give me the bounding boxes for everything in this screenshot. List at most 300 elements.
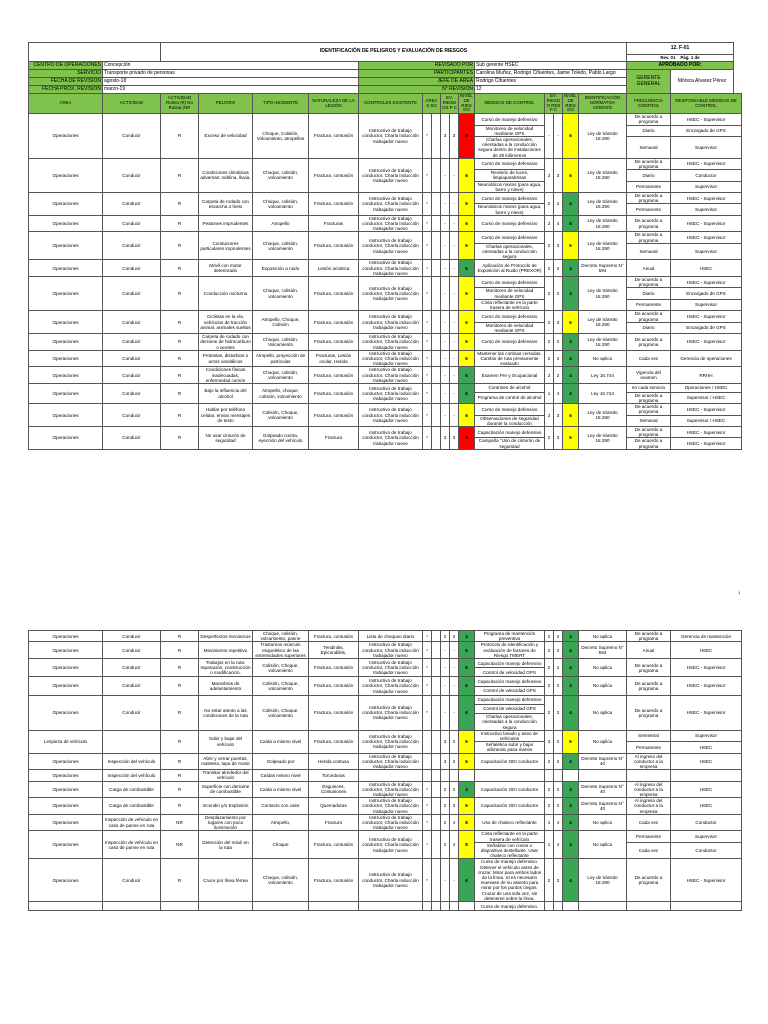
area-s-cell: * [423, 114, 432, 159]
page-number: 1 [738, 590, 741, 595]
area-cell [29, 902, 103, 911]
naturaleza-cell [309, 902, 359, 911]
area-so-cell [432, 814, 441, 831]
responsable-cell: RRHH [671, 367, 742, 384]
peligro-cell: Movimiento repetitivo [199, 642, 253, 659]
col-controles: CONTROLES EXISTENTE [359, 94, 423, 114]
area-s-cell: * [423, 798, 432, 815]
cons-cell: 3 [450, 798, 459, 815]
incidente-cell: Choque, colisión, Volcamiento [253, 334, 309, 351]
area-cell: Operaciones [29, 334, 103, 351]
naturaleza-cell: Fractura, contusión [309, 114, 359, 159]
naturaleza-cell: Torceduras [309, 770, 359, 781]
area-cell: Operaciones [29, 770, 103, 781]
incidente-cell: Exposición a ruido [253, 260, 309, 277]
responsable-cell [671, 902, 742, 911]
incidente-cell: Colisión, Choque, volcamiento [253, 695, 309, 730]
controles-cell: Instructivo de trabajo conductor, Charla inducción trabajador nuevo [359, 311, 423, 334]
frecuencia-cell: Diario [627, 322, 671, 333]
prob-cell: - [441, 642, 450, 659]
controles-cell: Instructivo de trabajo conductor, Charla inducción trabajador nuevo [359, 730, 423, 753]
controles-cell: Instructivo de trabajo conductor, Charla inducción trabajador nuevo [359, 427, 423, 450]
table-row [29, 677, 742, 686]
area-cell: Operaciones [29, 311, 103, 334]
controles-cell: Instructivo de trabajo conductor, Charla inducción trabajador nuevo [359, 334, 423, 351]
page-label: Pág. 1 de [680, 55, 700, 61]
area-cell: Operaciones [29, 831, 103, 859]
nivel-riesgo-cell: 6 [459, 753, 475, 770]
cons-res-cell: 3 [554, 311, 563, 334]
naturaleza-cell: Herida contusa [309, 753, 359, 770]
area-s-cell [423, 730, 432, 753]
area-s-cell: * [423, 158, 432, 192]
responsable-cell: Encargado de GPS [671, 322, 742, 333]
responsable-cell: HSEC - Supervisor [671, 311, 742, 322]
normativa-cell: No aplica [579, 730, 627, 753]
responsable-cell: Gerencia de mantención [671, 631, 742, 642]
prob-res-cell: 1 [545, 383, 554, 403]
prob-cell: - [441, 215, 450, 232]
nivel-res-cell: 6 [563, 232, 579, 260]
normativa-cell: Decreto Supremo N° 40 [579, 798, 627, 815]
prob-res-cell [545, 902, 554, 911]
cons-res-cell: 2 [554, 781, 563, 798]
col-area-s-so: ÁREA S SO [423, 94, 441, 114]
medida-control-cell: Curso de manejo defensivo [475, 334, 545, 351]
prob-res-cell: 2 [545, 404, 554, 427]
peligro-cell: Transitar alrededor del vehículo [199, 770, 253, 781]
tipo-actividad-cell: R [161, 859, 199, 902]
medida-control-cell: Examen Pre y Ocupacional [475, 367, 545, 384]
revision-code: Rev. 01 [660, 55, 676, 61]
prob-res-cell: 2 [545, 427, 554, 450]
table-row [29, 277, 742, 288]
cons-cell: - [450, 193, 459, 216]
frecuencia-cell [627, 770, 671, 781]
tipo-actividad-cell: R [161, 695, 199, 730]
centro-label: CENTRO DE OPERACIONES [29, 62, 103, 70]
frecuencia-cell: Permanente [627, 742, 671, 753]
cons-cell: - [450, 350, 459, 367]
prob-res-cell: 2 [545, 158, 554, 192]
naturaleza-cell: Fractura, contusión [309, 404, 359, 427]
area-cell: Operaciones [29, 277, 103, 311]
controles-cell: Instructivo de trabajo conductor, Charla inducción trabajador nuevo [359, 859, 423, 902]
responsable-cell: Operaciones / HSEC [671, 383, 742, 392]
col-area: ÁREA [29, 94, 103, 114]
tipo-actividad-cell: R [161, 781, 199, 798]
responsable-cell: HSEC - Supervisor [671, 659, 742, 677]
frecuencia-cell [627, 902, 671, 911]
cons-cell: 4 [450, 831, 459, 859]
area-cell: Operaciones [29, 781, 103, 798]
frecuencia-cell: Semanal [627, 137, 671, 159]
controles-cell: Lista de chequeo diario [359, 631, 423, 642]
peligro-cell: Desplazamiento por lugares con poca iluminación [199, 814, 253, 831]
controles-cell: Instructivo de trabajo conductor, Charla inducción trabajador nuevo [359, 781, 423, 798]
area-so-cell [432, 781, 441, 798]
controles-cell: Instructivo de trabajo conductor, Charla inducción trabajador nuevo [359, 232, 423, 260]
actividad-cell: Inspección del vehículo [103, 753, 161, 770]
actividad-cell: Inspección de vehículo en caso de panne en ruta [103, 814, 161, 831]
medida-control-cell: Monitoreo de velocidad mediante GPS [475, 288, 545, 299]
area-s-cell: * [423, 404, 432, 427]
tipo-actividad-cell: R [161, 659, 199, 677]
responsable-cell: Encargado de GPS [671, 288, 742, 299]
normativa-cell: Ley de tránsito 18.290 [579, 114, 627, 159]
controles-cell: Instructivo de trabajo conductor, Charla inducción trabajador nuevo [359, 814, 423, 831]
cons-cell: - [450, 158, 459, 192]
area-so-cell [432, 770, 441, 781]
responsable-cell: HSEC - Supervisor [671, 277, 742, 288]
area-so-cell [432, 642, 441, 659]
controles-cell: Instructivo de trabajo conductor, Charla inducción trabajador nuevo [359, 367, 423, 384]
normativa-cell: No aplica [579, 814, 627, 831]
naturaleza-cell: Fractura, contusión [309, 859, 359, 902]
area-cell: Limpieza de vehículo [29, 730, 103, 753]
prob-cell: 2 [441, 798, 450, 815]
cons-res-cell: 4 [554, 215, 563, 232]
cons-cell: - [450, 695, 459, 730]
prob-res-cell: 2 [545, 277, 554, 311]
frecuencia-cell: Anual [627, 260, 671, 277]
responsable-cell: HSEC - Supervisor [671, 193, 742, 204]
area-so-cell [432, 730, 441, 753]
naturaleza-cell: Fractura, contusión [309, 677, 359, 695]
area-cell: Operaciones [29, 114, 103, 159]
frecuencia-cell: Semanal [627, 243, 671, 260]
prob-cell: 2 [441, 814, 450, 831]
responsable-cell: Supervisor [671, 181, 742, 192]
table-row [29, 311, 742, 322]
cons-res-cell: - [554, 114, 563, 159]
medida-control-cell: Uso de chaleco reflectante [475, 814, 545, 831]
fecha-prox-value: marzo-19 [103, 86, 359, 94]
area-s-cell: * [423, 631, 432, 642]
controles-cell: Instructivo de trabajo conductor, Charla inducción trabajador nuevo [359, 193, 423, 216]
medida-control-cell: Curso de manejo defensivo [475, 277, 545, 288]
actividad-cell: Conducir [103, 642, 161, 659]
medida-control-cell: Control de velocidad GPS [475, 668, 545, 677]
revisado-label: REVISADO POR [359, 62, 475, 70]
cons-cell: - [450, 334, 459, 351]
normativa-cell [579, 902, 627, 911]
naturaleza-cell: Tendinitis, Epicondilitis, [309, 642, 359, 659]
medida-control-cell: Curso de manejo defensivo [475, 404, 545, 415]
responsable-cell: HSEC [671, 753, 742, 770]
jefe-area-value: Rodrigo Cifuentes [475, 78, 627, 86]
tipo-actividad-cell: R [161, 232, 199, 260]
cons-cell: - [450, 277, 459, 311]
tipo-actividad-cell: NR [161, 814, 199, 831]
table-row [29, 642, 742, 659]
cons-res-cell: 2 [554, 730, 563, 753]
controles-cell: Instructivo de trabajo conductor, Charla inducción trabajador nuevo [359, 277, 423, 311]
incidente-cell: Atropello, proyección de partículas [253, 350, 309, 367]
area-so-cell [432, 902, 441, 911]
cons-cell: - [450, 232, 459, 260]
cons-res-cell: 2 [554, 277, 563, 311]
naturaleza-cell: Fractura, contusión [309, 383, 359, 403]
table-row [29, 260, 742, 277]
normativa-cell: No aplica [579, 350, 627, 367]
cons-res-cell: 4 [554, 814, 563, 831]
nivel-riesgo-cell: 6 [459, 193, 475, 216]
prob-res-cell: 2 [545, 753, 554, 770]
prob-res-cell: 2 [545, 859, 554, 902]
area-so-cell [432, 114, 441, 159]
cons-res-cell: 2 [554, 642, 563, 659]
prob-cell: - [441, 367, 450, 384]
frecuencia-cell: Permanente [627, 204, 671, 215]
peligro-cell: Superficie con derrame de combustible [199, 781, 253, 798]
medida-control-cell: Observaciones de seguridad durante la conducción [475, 415, 545, 426]
table-row [29, 770, 742, 781]
responsable-cell: Encargado de GPS [671, 125, 742, 136]
controles-cell: Instructivo de trabajo conductor, Charla inducción trabajador nuevo [359, 753, 423, 770]
nivel-res-cell: 4 [563, 193, 579, 216]
cons-res-cell [554, 770, 563, 781]
nivel-riesgo-cell: 4 [459, 631, 475, 642]
prob-cell: - [441, 859, 450, 902]
incidente-cell: Colisión, Choque, volcamiento [253, 677, 309, 695]
area-so-cell [432, 677, 441, 695]
actividad-cell: Carga de combustible [103, 781, 161, 798]
nivel-riesgo-cell: 6 [459, 383, 475, 403]
frecuencia-cell: Semanal [627, 415, 671, 426]
fecha-prox-label: FECHA PROX. REVISIÓN [29, 86, 103, 94]
area-cell: Operaciones [29, 631, 103, 642]
cons-cell: - [450, 859, 459, 902]
prob-cell: - [441, 334, 450, 351]
nivel-res-cell: 4 [563, 383, 579, 403]
nivel-res-cell: 6 [563, 158, 579, 192]
col-ev-riesgo-res: EV. RIESGO RES P C [545, 94, 563, 114]
frecuencia-cell: De acuerdo a programa [627, 392, 671, 403]
table-row [29, 350, 742, 367]
naturaleza-cell: Quemaduras [309, 798, 359, 815]
area-so-cell [432, 277, 441, 311]
document-code: 12. F-01 [627, 43, 734, 55]
actividad-cell: Conducir [103, 334, 161, 351]
tipo-actividad-cell: NR [161, 831, 199, 859]
tipo-actividad-cell: R [161, 158, 199, 192]
medida-control-cell [475, 770, 545, 781]
prob-cell: 3 [441, 114, 450, 159]
nivel-res-cell: 4 [563, 781, 579, 798]
controles-cell: Instructivo de trabajo conductor, Charla inducción trabajador nuevo [359, 350, 423, 367]
incidente-cell: Caídas mismo nivel [253, 770, 309, 781]
prob-res-cell: 1 [545, 814, 554, 831]
frecuencia-cell: Diario [627, 170, 671, 181]
cons-cell: 3 [450, 114, 459, 159]
cons-cell: - [450, 311, 459, 334]
responsable-cell: HSEC - Supervisor [671, 158, 742, 169]
table-row [29, 781, 742, 798]
normativa-cell: Ley de tránsito 18.290 [579, 158, 627, 192]
frecuencia-cell: Cada vez [627, 350, 671, 367]
incidente-cell: Trastornos músculo esquelético de las extremidades superiores [253, 642, 309, 659]
area-so-cell [432, 831, 441, 859]
medida-control-cell: Capacitación manejo defensivo [475, 427, 545, 438]
prob-cell: 2 [441, 631, 450, 642]
area-s-cell [423, 753, 432, 770]
normativa-cell: Decreto Supremo N° 40 [579, 781, 627, 798]
medida-control-cell: Charlas operacionales, orientadas a la conducción segura [475, 243, 545, 260]
tipo-actividad-cell: R [161, 334, 199, 351]
prob-cell: 2 [441, 831, 450, 859]
actividad-cell: Conducir [103, 695, 161, 730]
medida-control-cell: Neumáticos mixtos (para agua, barro y nieve) [475, 181, 545, 192]
nivel-res-cell: 4 [563, 831, 579, 859]
naturaleza-cell: Lesión acústica [309, 260, 359, 277]
medida-control-cell: Señalizar con conos o dispositivo destellante. Usar chaleco reflectante [475, 842, 545, 859]
nivel-riesgo-cell: 6 [459, 311, 475, 334]
nivel-riesgo-cell: 9 [459, 427, 475, 450]
incidente-cell: Atropello, choque, colisión, volcamiento [253, 383, 309, 403]
frecuencia-cell: Permanente [627, 299, 671, 310]
col-tipo-incidente: TIPO INCIDENTE [253, 94, 309, 114]
normativa-cell: Ley de tránsito 18.290 [579, 859, 627, 902]
responsable-cell: HSEC [671, 642, 742, 659]
prob-cell: - [441, 659, 450, 677]
col-normativa: IDENTIFICACIÓN NORMATIVA VIGENTE [579, 94, 627, 114]
normativa-cell: No aplica [579, 831, 627, 859]
area-s-cell: * [423, 311, 432, 334]
area-so-cell [432, 311, 441, 334]
cons-res-cell: 2 [554, 753, 563, 770]
table-row [29, 695, 742, 704]
naturaleza-cell: Fracturas, Lesión ocular, Herida [309, 350, 359, 367]
controles-cell: Instructivo de trabajo conductor, Charla inducción trabajador nuevo [359, 695, 423, 730]
area-so-cell [432, 367, 441, 384]
col-actividad: ACTIVIDAD [103, 94, 161, 114]
actividad-cell: Conducir [103, 277, 161, 311]
cons-res-cell: 2 [554, 350, 563, 367]
frecuencia-cell: De acuerdo a programa [627, 277, 671, 288]
area-cell: Operaciones [29, 158, 103, 192]
responsable-cell: HSEC [671, 742, 742, 753]
peligro-cell: Peatones imprudentes [199, 215, 253, 232]
responsable-cell: HSEC - Supervisor [671, 859, 742, 902]
tipo-actividad-cell: R [161, 215, 199, 232]
nivel-res-cell: 4 [563, 631, 579, 642]
actividad-cell: Conducir [103, 659, 161, 677]
area-s-cell: * [423, 814, 432, 831]
controles-cell [359, 770, 423, 781]
incidente-cell: Choque, colisión, volcamiento [253, 277, 309, 311]
naturaleza-cell: Fracturas [309, 215, 359, 232]
prob-cell: - [441, 232, 450, 260]
prob-res-cell [545, 770, 554, 781]
nivel-res-cell: 4 [563, 753, 579, 770]
peligro-cell: Incendio y/o Explosión [199, 798, 253, 815]
risk-rows-page-2 [29, 631, 742, 911]
area-s-cell: * [423, 367, 432, 384]
nivel-res-cell [563, 902, 579, 911]
nivel-res-cell: 4 [563, 814, 579, 831]
normativa-cell: Decreto Supremo N° 594 [579, 642, 627, 659]
responsable-cell: Supervisor / HSEC [671, 415, 742, 426]
area-so-cell [432, 798, 441, 815]
medida-control-cell: Capacitación ODI conductor [475, 798, 545, 815]
prob-res-cell: 2 [545, 367, 554, 384]
area-cell: Operaciones [29, 193, 103, 216]
actividad-cell: Conducir [103, 215, 161, 232]
area-s-cell: * [423, 215, 432, 232]
incidente-cell: Atropello [253, 215, 309, 232]
normativa-cell: No aplica [579, 695, 627, 730]
incidente-cell: Choque [253, 831, 309, 859]
prob-cell: - [441, 677, 450, 695]
cons-cell: - [450, 642, 459, 659]
normativa-cell: Decreto Supremo N° 594 [579, 260, 627, 277]
frecuencia-cell: Anual [627, 642, 671, 659]
cons-cell [450, 902, 459, 911]
fecha-revision-label: FECHA DE REVISIÓN [29, 78, 103, 86]
actividad-cell: Conducir [103, 158, 161, 192]
actividad-cell: Conducir [103, 232, 161, 260]
fecha-revision-value: agosto-18 [103, 78, 359, 86]
frecuencia-cell: De acuerdo a programa [627, 158, 671, 169]
col-tipo-actividad: ACTIVIDAD Rutina (R) No Rutina (NR [161, 94, 199, 114]
naturaleza-cell: Fractura, contusión [309, 695, 359, 730]
medida-control-cell: Control de velocidad GPS [475, 704, 545, 713]
controles-cell: Instructivo de trabajo conductor, Charla inducción trabajador nuevo [359, 404, 423, 427]
frecuencia-cell: De acuerdo a programa [627, 695, 671, 730]
responsable-cell: Conductor [671, 842, 742, 859]
responsable-cell: HSEC - Supervisor [671, 677, 742, 695]
cons-cell: - [450, 677, 459, 695]
area-so-cell [432, 695, 441, 730]
tipo-actividad-cell: R [161, 770, 199, 781]
table-row [29, 902, 742, 911]
frecuencia-cell: De acuerdo a programa [627, 215, 671, 232]
incidente-cell: Colisión, Choque, volcamiento [253, 659, 309, 677]
frecuencia-cell: De acuerdo a programa [627, 404, 671, 415]
cons-cell: 2 [450, 781, 459, 798]
tipo-actividad-cell: R [161, 631, 199, 642]
area-cell: Operaciones [29, 753, 103, 770]
prob-cell: 3 [441, 753, 450, 770]
medida-control-cell: Capacitación ODI conductor [475, 781, 545, 798]
area-s-cell: * [423, 659, 432, 677]
normativa-cell: No aplica [579, 677, 627, 695]
table-row [29, 404, 742, 415]
naturaleza-cell: Fractura, contusión [309, 831, 359, 859]
area-s-cell: * [423, 831, 432, 859]
area-s-cell: * [423, 781, 432, 798]
cons-res-cell: 2 [554, 631, 563, 642]
responsable-cell: Supervisor [671, 299, 742, 310]
area-s-cell [423, 902, 432, 911]
area-cell: Operaciones [29, 677, 103, 695]
normativa-cell: No aplica [579, 631, 627, 642]
peligro-cell: Condiciones climáticas adversas: neblina, lluvia, [199, 158, 253, 192]
nivel-res-cell: 4 [563, 659, 579, 677]
table-row [29, 831, 742, 842]
frecuencia-cell: De acuerdo a programa [627, 311, 671, 322]
area-so-cell [432, 334, 441, 351]
incidente-cell: Atropello, Choque, Colisión [253, 311, 309, 334]
incidente-cell: Atropello, [253, 814, 309, 831]
normativa-cell: Ley de tránsito 18.290 [579, 277, 627, 311]
area-so-cell [432, 158, 441, 192]
responsable-cell: HSEC - Supervisor [671, 114, 742, 125]
prob-res-cell: 2 [545, 334, 554, 351]
frecuencia-cell: De acuerdo a programa [627, 677, 671, 695]
prob-res-cell: 2 [545, 695, 554, 730]
